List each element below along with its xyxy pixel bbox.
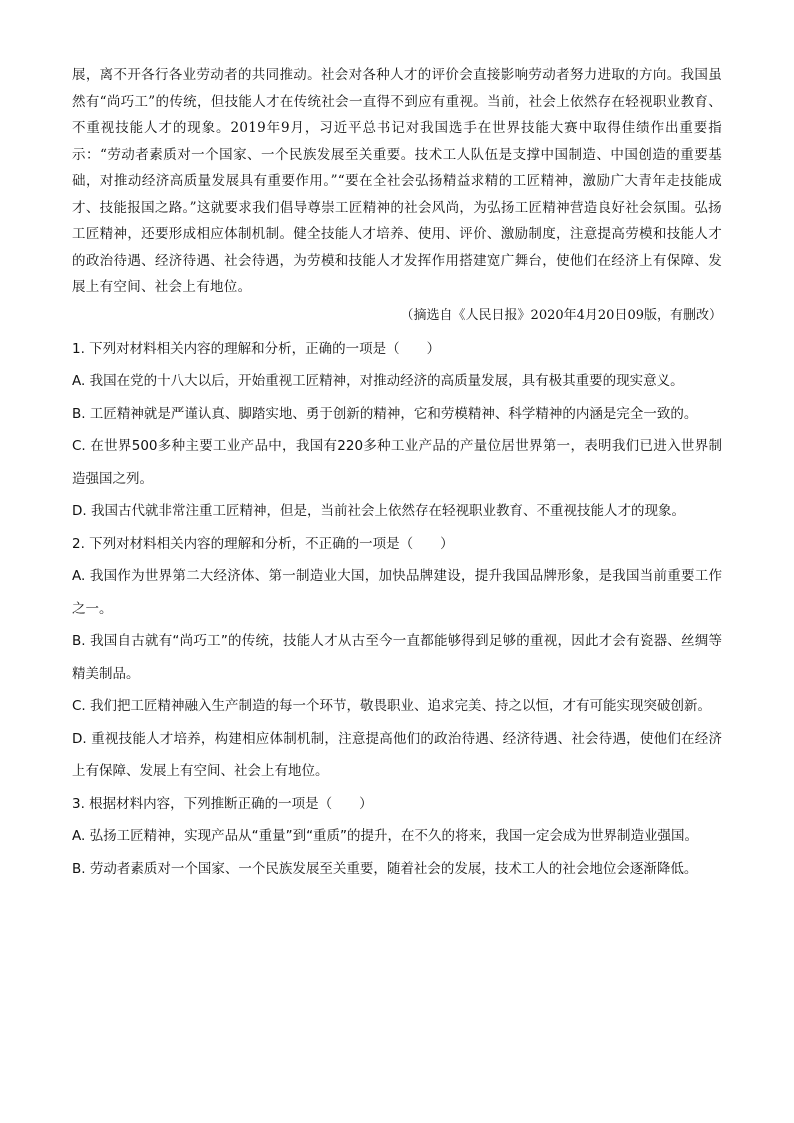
question-stem: 2. 下列对材料相关内容的理解和分析，不正确的一项是（ ） [72, 535, 454, 552]
question-1 [72, 333, 722, 528]
question-2 [72, 528, 722, 788]
option-c: C. 在世界500多种主要工业产品中，我国有220多种工业产品的产量位居世界第一，表明我们已进入世界制造强国之列。 [72, 438, 722, 487]
passage-paragraph: 展，离不开各行各业劳动者的共同推动。社会对各种人才的评价会直接影响劳动者努力进取的方向。我国虽然有“尚巧工”的传统，但技能人才在传统社会一直得不到应有重视。当前，社会上依然存在轻视职业教育、不重视技能人才的现象。2019年9月，习近平总书记对我国选手在世界技能大赛中取得佳绩作出重要指示：“劳动者素质对一个国家、一个民族发展至关重要。技术工人队伍是支撑中国制造、中国创造的重要基础，对推动经济高质量发展具有重要作用。”“要在全社会弘扬精益求精的工匠精神，激励广大青年走技能成才、技能报国之路。”这就要求我们倡导尊崇工匠精神的社会风尚，为弘扬工匠精神营造良好社会氛围。弘扬工匠精神，还要形成相应体制机制。健全技能人才培养、使用、评价、激励制度，注意提高劳模和技能人才的政治待遇、经济待遇、社会待遇，为劳模和技能人才发挥作用搭建宽广舞台，使他们在经济上有保障、发展上有空间、社会上有地位。 [72, 67, 722, 295]
question-list [72, 333, 722, 886]
question-stem: 3. 根据材料内容，下列推断正确的一项是（ ） [72, 795, 373, 812]
option-a: A. 弘扬工匠精神，实现产品从“重量”到“重质”的提升，在不久的将来，我国一定会成为世界制造业强国。 [72, 828, 699, 844]
passage-source: （摘选自《人民日报》2020年4月20日09版，有删改） [400, 307, 722, 323]
option-a: A. 我国作为世界第二大经济体、第一制造业大国，加快品牌建设，提升我国品牌形象，是我国当前重要工作之一。 [72, 568, 722, 617]
document-page [72, 62, 722, 885]
reading-passage [72, 62, 722, 329]
option-d: D. 重视技能人才培养，构建相应体制机制，注意提高他们的政治待遇、经济待遇、社会待遇，使他们在经济上有保障、发展上有空间、社会上有地位。 [72, 730, 722, 779]
question-stem: 1. 下列对材料相关内容的理解和分析，正确的一项是（ ） [72, 340, 441, 357]
option-b: B. 工匠精神就是严谨认真、脚踏实地、勇于创新的精神，它和劳模精神、科学精神的内涵是完全一致的。 [72, 405, 698, 422]
option-d: D. 我国古代就非常注重工匠精神，但是，当前社会上依然存在轻视职业教育、不重视技能人才的现象。 [72, 503, 685, 519]
option-b: B. 劳动者素质对一个国家、一个民族发展至关重要，随着社会的发展，技术工人的社会地位会逐渐降低。 [72, 860, 698, 877]
option-b: B. 我国自古就有“尚巧工”的传统，技能人才从古至今一直都能够得到足够的重视，因此才会有瓷器、丝绸等精美制品。 [72, 633, 722, 682]
option-c: C. 我们把工匠精神融入生产制造的每一个环节，敬畏职业、追求完美、持之以恒，才有可能实现突破创新。 [72, 698, 712, 714]
option-a: A. 我国在党的十八大以后，开始重视工匠精神，对推动经济的高质量发展，具有极其重要的现实意义。 [72, 373, 684, 389]
question-3 [72, 788, 722, 886]
